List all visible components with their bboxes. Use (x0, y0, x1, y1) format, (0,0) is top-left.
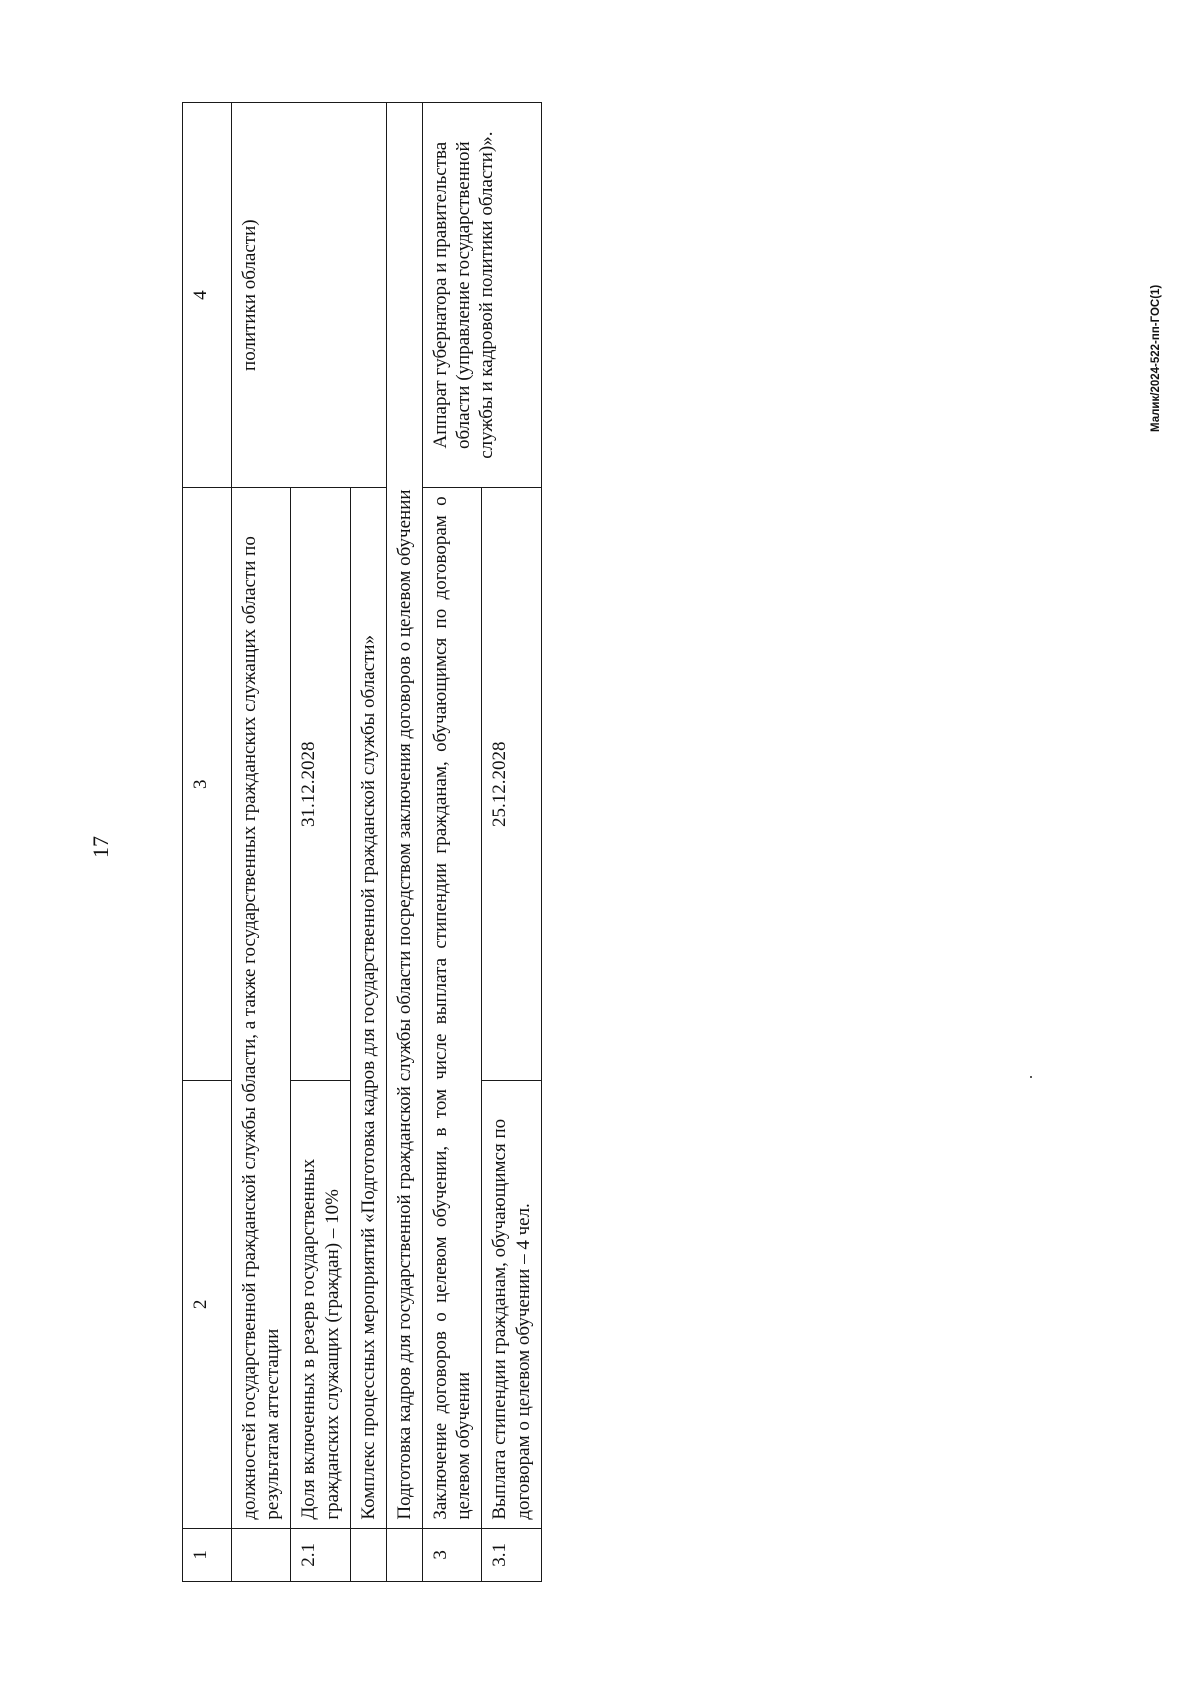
row-number-cell (350, 1528, 386, 1581)
indicator-cell: Выплата стипендии гражданам, обучающимся по договорам о целевом обучении – 4 чел. (482, 1081, 541, 1529)
table-row (232, 103, 291, 1582)
deadline-cell: 31.12.2028 (291, 488, 350, 1081)
scan-speck (1030, 1076, 1032, 1078)
responsible-cell: Аппарат губернатора и правительства области (управление государственной службы и кадровой политики области)». (423, 103, 542, 488)
header-col-4: 4 (183, 103, 232, 488)
row-number-cell: 3 (423, 1528, 482, 1581)
table-row (386, 103, 422, 1582)
row-number-cell (232, 1528, 291, 1581)
row-number-cell: 3.1 (482, 1528, 541, 1581)
measure-text-cell: должностей государственной гражданской службы области, а также государственных гражданских служащих области по результатам аттестации (232, 488, 291, 1528)
measures-table (182, 102, 542, 1582)
page-number: 17 (88, 836, 113, 858)
header-col-1: 1 (183, 1528, 232, 1581)
responsible-cell: политики области) (232, 103, 387, 488)
row-number-cell (386, 1528, 422, 1581)
document-id-footer: Малик/2024-522-пп-ГОС(1) (1150, 284, 1162, 432)
section-title-cell: Подготовка кадров для государственной гражданской службы области посредством заключения договоров о целевом обучении (386, 103, 422, 1529)
header-col-3: 3 (183, 488, 232, 1081)
indicator-cell: Доля включенных в резерв государственных гражданских служащих (граждан) – 10% (291, 1081, 350, 1529)
header-col-2: 2 (183, 1081, 232, 1529)
table-row (423, 103, 482, 1582)
deadline-cell: 25.12.2028 (482, 488, 541, 1081)
table-header-row (183, 103, 232, 1582)
complex-title-cell: Комплекс процессных мероприятий «Подготовка кадров для государственной гражданской службы области» (350, 488, 386, 1528)
row-number-cell: 2.1 (291, 1528, 350, 1581)
measure-text-cell: Заключение договоров о целевом обучении, в том числе выплата стипендии гражданам, обучающимся по договорам о целевом обучении (423, 488, 482, 1528)
